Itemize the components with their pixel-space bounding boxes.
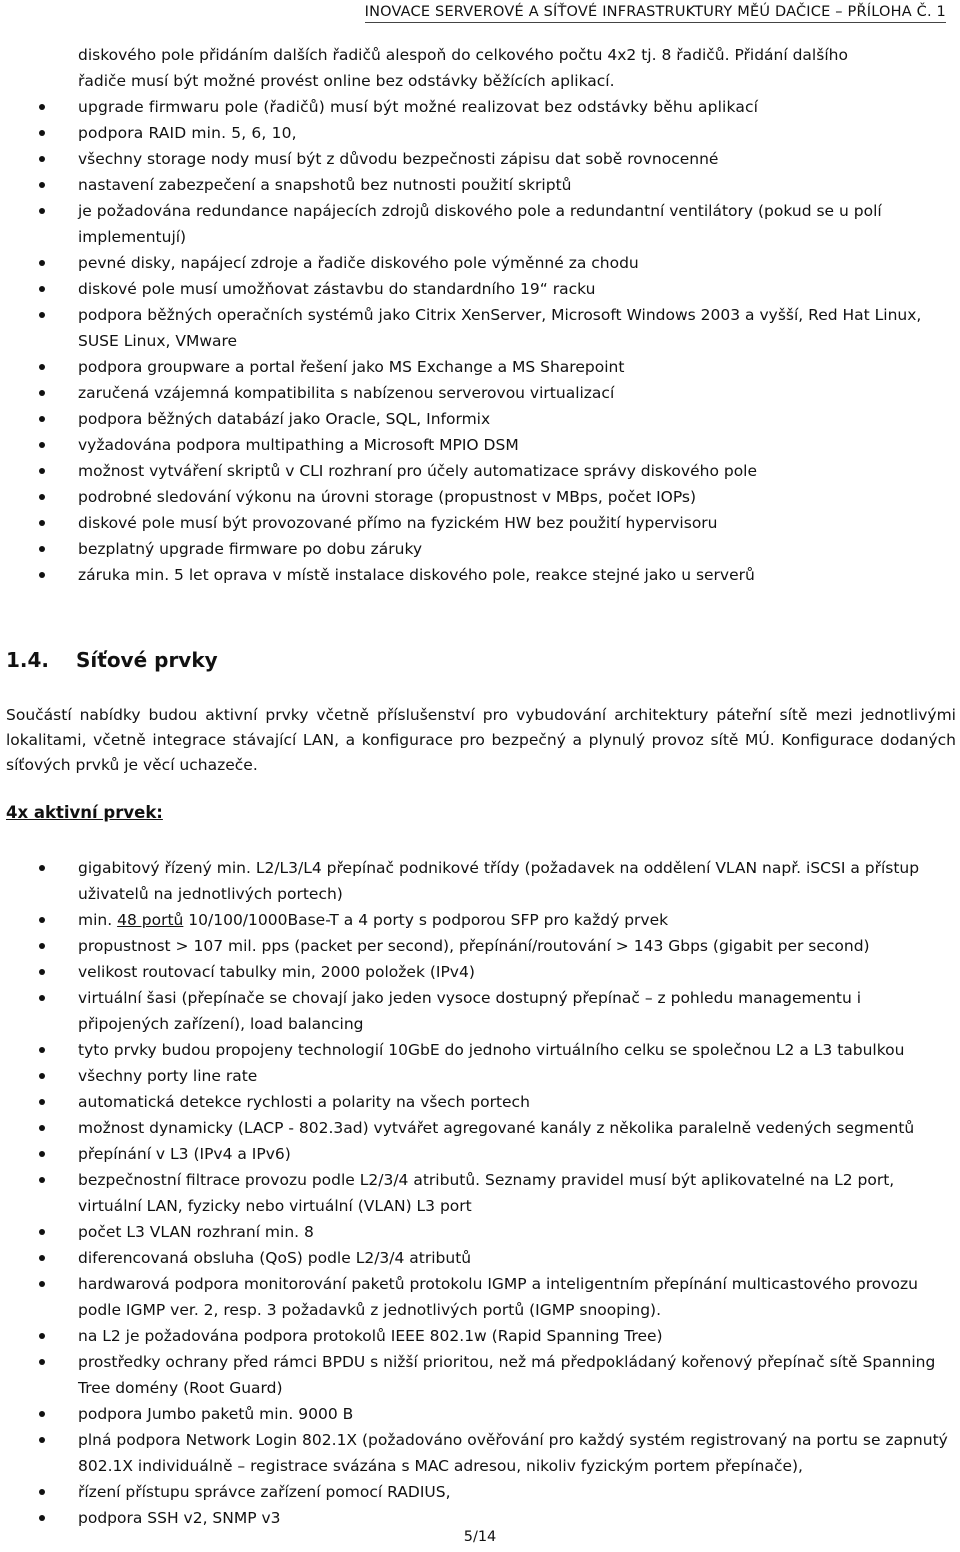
list-item: záruka min. 5 let oprava v místě instalace diskového pole, reakce stejné jako u serverů (0, 562, 960, 588)
list-item: tyto prvky budou propojeny technologií 10GbE do jednoho virtuálního celku se společnou L2 a L3 tabulkou (0, 1037, 960, 1063)
list-item: podpora běžných operačních systémů jako Citrix XenServer, Microsoft Windows 2003 a vyšší, Red Hat Linux, SUSE Linux, VMware (0, 302, 960, 354)
list-item: přepínání v L3 (IPv4 a IPv6) (0, 1141, 960, 1167)
list-item: diskové pole musí umožňovat zástavbu do standardního 19“ racku (0, 276, 960, 302)
list-item: možnost dynamicky (LACP - 802.3ad) vytvářet agregované kanály z několika paralelně vedených segmentů (0, 1115, 960, 1141)
list-item: zaručená vzájemná kompatibilita s nabízenou serverovou virtualizací (0, 380, 960, 406)
section-paragraph: Součástí nabídky budou aktivní prvky včetně příslušenství pro vybudování architektury páteřní sítě mezi jednotlivými lokalitami, včetně integrace stávající LAN, a konfigurace pro bezpečný a plynulý provoz sítě MÚ. Konfigurace dodaných síťových prvků je věcí uchazeče. (6, 706, 956, 774)
ports-suffix: 10/100/1000Base-T a 4 porty s podporou SFP pro každý prvek (183, 911, 669, 929)
list-item: upgrade firmwaru pole (řadičů) musí být možné realizovat bez odstávky běhu aplikací (0, 94, 960, 120)
page-header: INOVACE SERVEROVÉ A SÍŤOVÉ INFRASTRUKTURY MĚÚ DAČICE – PŘÍLOHA Č. 1 (365, 4, 946, 23)
network-requirements-list (0, 855, 960, 1531)
list-item: podpora RAID min. 5, 6, 10, (0, 120, 960, 146)
list-item: prostředky ochrany před rámci BPDU s nižší prioritou, než má předpokládaný kořenový přepínač sítě Spanning Tree domény (Root Guard) (0, 1349, 960, 1401)
list-item: řízení přístupu správce zařízení pomocí RADIUS, (0, 1479, 960, 1505)
list-item: vyžadována podpora multipathing a Microsoft MPIO DSM (0, 432, 960, 458)
list-item: propustnost > 107 mil. pps (packet per second), přepínání/routování > 143 Gbps (gigabit per second) (0, 933, 960, 959)
list-item: plná podpora Network Login 802.1X (požadováno ověřování pro každý systém registrovaný na portu se zapnutý 802.1X individuálně – registrace svázána s MAC adresou, nikoliv fyzickým portem přepínače), (0, 1427, 960, 1479)
list-item: gigabitový řízený min. L2/L3/L4 přepínač podnikové třídy (požadavek na oddělení VLAN např. iSCSI a přístup uživatelů na jednotlivých portech) (0, 855, 960, 907)
list-item: podpora běžných databází jako Oracle, SQL, Informix (0, 406, 960, 432)
list-item: virtuální šasi (přepínače se chovají jako jeden vysoce dostupný přepínač – z pohledu managementu i připojených zařízení), load balancing (0, 985, 960, 1037)
list-item: podpora Jumbo paketů min. 9000 B (0, 1401, 960, 1427)
list-item: je požadována redundance napájecích zdrojů diskového pole a redundantní ventilátory (pokud se u polí implementují) (0, 198, 960, 250)
list-item: podpora groupware a portal řešení jako MS Exchange a MS Sharepoint (0, 354, 960, 380)
list-item: diferencovaná obsluha (QoS) podle L2/3/4 atributů (0, 1245, 960, 1271)
list-item-ports (0, 907, 960, 933)
list-item: diskové pole musí být provozované přímo na fyzickém HW bez použití hypervisoru (0, 510, 960, 536)
list-item: automatická detekce rychlosti a polarity na všech portech (0, 1089, 960, 1115)
section-number: 1.4. (6, 648, 50, 672)
list-item: pevné disky, napájecí zdroje a řadiče diskového pole výměnné za chodu (0, 250, 960, 276)
storage-requirements-list (0, 94, 960, 588)
list-item: počet L3 VLAN rozhraní min. 8 (0, 1219, 960, 1245)
subheading: 4x aktivní prvek: (6, 803, 163, 822)
continuation-line-1: diskového pole přidáním dalších řadičů alespoň do celkového počtu 4x2 tj. 8 řadičů. Přidání dalšího (78, 46, 848, 64)
list-item: podpora SSH v2, SNMP v3 (0, 1505, 960, 1531)
section-title: Síťové prvky (76, 648, 218, 672)
list-item: bezpečnostní filtrace provozu podle L2/3/4 atributů. Seznamy pravidel musí být aplikovatelné na L2 port, virtuální LAN, fyzicky nebo virtuální (VLAN) L3 port (0, 1167, 960, 1219)
page-number: 5/14 (463, 1529, 497, 1545)
list-item: na L2 je požadována podpora protokolů IEEE 802.1w (Rapid Spanning Tree) (0, 1323, 960, 1349)
list-item: všechny storage nody musí být z důvodu bezpečnosti zápisu dat sobě rovnocenné (0, 146, 960, 172)
list-item: bezplatný upgrade firmware po dobu záruky (0, 536, 960, 562)
list-item: nastavení zabezpečení a snapshotů bez nutnosti použití skriptů (0, 172, 960, 198)
list-item: velikost routovací tabulky min, 2000 položek (IPv4) (0, 959, 960, 985)
ports-prefix: min. (78, 911, 118, 929)
ports-count: 48 portů (117, 911, 184, 929)
continuation-line-2: řadiče musí být možné provést online bez odstávky běžících aplikací. (78, 72, 615, 90)
list-item: možnost vytváření skriptů v CLI rozhraní pro účely automatizace správy diskového pole (0, 458, 960, 484)
list-item: hardwarová podpora monitorování paketů protokolu IGMP a inteligentním přepínání multicastového provozu podle IGMP ver. 2, resp. 3 požadavků z jednotlivých portů (IGMP snooping). (0, 1271, 960, 1323)
list-item: podrobné sledování výkonu na úrovni storage (propustnost v MBps, počet IOPs) (0, 484, 960, 510)
list-item: všechny porty line rate (0, 1063, 960, 1089)
